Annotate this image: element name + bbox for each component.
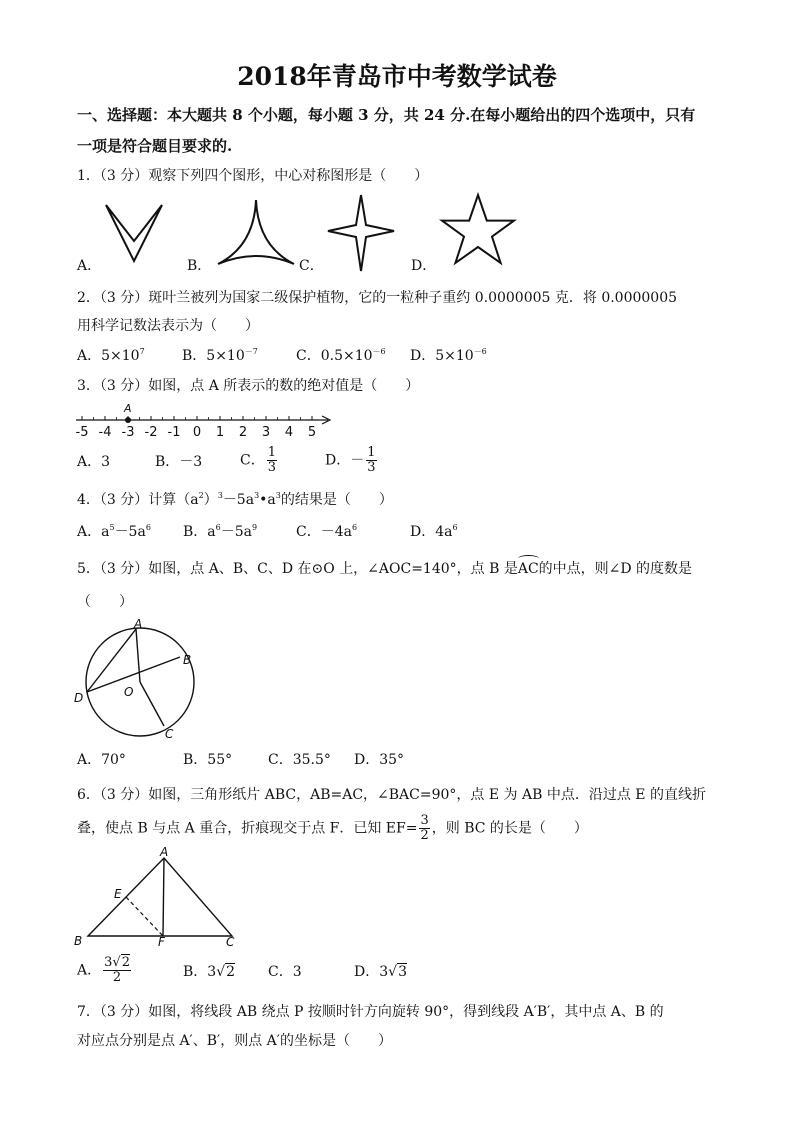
- q1-stem: 1．（3 分）观察下列四个图形，中心对称图形是（ ）: [77, 168, 429, 184]
- q4-option-c[interactable]: C．$-4a^6$: [296, 523, 358, 540]
- q1-option-a[interactable]: A．: [77, 258, 102, 274]
- q5-label-c: C: [165, 727, 174, 741]
- q3-option-a[interactable]: A．3: [77, 454, 111, 470]
- q5-option-b[interactable]: B．55°: [183, 752, 233, 768]
- q4-stem: 4．（3 分）计算$(a^2)^3-5a^3•a^3$的结果是（ ）: [77, 491, 393, 508]
- q5-stem: 5．（3 分）如图，点 A、B、C、D 在⊙O 上，∠AOC=140°，点 B 是AC的中点，则∠D 的度数是: [77, 561, 693, 577]
- q3-option-c[interactable]: C． $\frac{1}{3}$: [240, 445, 276, 475]
- q6-option-d[interactable]: D．3√3: [354, 964, 407, 980]
- q3-tick-label: 1: [215, 425, 225, 440]
- q5-label-a: A: [134, 617, 143, 631]
- section-heading-cont: 一项是符合题目要求的.: [77, 137, 233, 155]
- q6-label-b: B: [74, 934, 83, 948]
- q3-option-d[interactable]: D．－ $\frac{1}{3}$: [325, 445, 376, 475]
- q1-figure-c-four-point-star: [326, 193, 396, 273]
- q5-circle-figure: [74, 618, 214, 744]
- q1-option-d[interactable]: D．: [411, 258, 437, 274]
- q5-stem-cont: （ ）: [77, 594, 133, 610]
- q2-option-a[interactable]: A．$5\times 10^7$: [77, 347, 145, 364]
- q3-tick-label: -3: [121, 425, 135, 440]
- q2-stem-cont: 用科学记数法表示为（ ）: [77, 318, 259, 334]
- q1-option-b[interactable]: B．: [187, 258, 212, 274]
- q5-option-c[interactable]: C．35.5°: [268, 752, 331, 768]
- q1-figure-b-curved-triangle: [216, 198, 296, 268]
- q5-label-b: B: [183, 653, 192, 667]
- q6-option-c[interactable]: C．3: [268, 964, 302, 980]
- q7-stem: 7．（3 分）如图，将线段 AB 绕点 P 按顺时针方向旋转 90°，得到线段 A′B′，其中点 A、B 的: [77, 1004, 664, 1020]
- q6-option-b[interactable]: B．3√2: [183, 964, 236, 980]
- q3-tick-label: 0: [192, 425, 202, 440]
- q1-figure-d-five-point-star: [440, 193, 516, 267]
- q6-crease-ef: [126, 897, 163, 936]
- q2-option-c[interactable]: C．$0.5\times 10^{-6}$: [296, 347, 386, 364]
- q1-option-c[interactable]: C．: [299, 258, 324, 274]
- q3-tick-label: -1: [167, 425, 181, 440]
- q3-tick-label: -4: [98, 425, 112, 440]
- q5-option-d[interactable]: D．35°: [354, 752, 405, 768]
- q3-point-a-label: A: [124, 402, 132, 415]
- q6-stem: 6．（3 分）如图，三角形纸片 ABC，AB=AC，∠BAC=90°，点 E 为 AB 中点．沿过点 E 的直线折: [77, 787, 706, 803]
- q3-tick-label: 3: [261, 425, 271, 440]
- q6-triangle-abc: [88, 858, 232, 936]
- q3-tick-label: -5: [75, 425, 89, 440]
- q3-tick-label: -2: [144, 425, 158, 440]
- q5-label-o: O: [124, 685, 134, 699]
- q4-option-b[interactable]: B．$a^6-5a^9$: [183, 523, 258, 540]
- q2-option-b[interactable]: B．$5\times 10^{-7}$: [182, 347, 258, 364]
- q3-tick-label: 4: [284, 425, 294, 440]
- q3-point-a: [125, 417, 131, 423]
- q6-label-f: F: [158, 935, 165, 949]
- q6-stem-cont: 叠，使点 B 与点 A 重合，折痕现交于点 F．已知 EF= $\frac{3}{2}$ ，则 BC 的长是（ ）: [77, 813, 588, 843]
- q3-number-line: [76, 398, 336, 444]
- q5-label-d: D: [74, 691, 84, 705]
- page-title: 2018年青岛市中考数学试卷: [237, 62, 557, 91]
- q4-option-a[interactable]: A．$a^5-5a^6$: [77, 523, 151, 540]
- q1-figure-a-chevron: [104, 203, 164, 263]
- q6-triangle-figure: [74, 845, 244, 949]
- q3-tick-label: 2: [238, 425, 248, 440]
- q6-label-c: C: [226, 935, 235, 949]
- q6-label-e: E: [114, 887, 122, 901]
- section-heading: 一、选择题：本大题共 8 个小题，每小题 3 分，共 24 分.在每小题给出的四个选项中，只有: [77, 106, 696, 124]
- q6-label-a: A: [160, 845, 169, 859]
- q5-option-a[interactable]: A．70°: [77, 752, 126, 768]
- q3-option-b[interactable]: B．－3: [155, 454, 203, 470]
- q7-stem-cont: 对应点分别是点 A′、B′，则点 A′的坐标是（ ）: [77, 1033, 392, 1049]
- q5-arc-ac: AC: [517, 561, 539, 577]
- q6-option-a[interactable]: A． $\frac{3√2}{2}$: [77, 955, 130, 985]
- q3-stem: 3．（3 分）如图，点 A 所表示的数的绝对值是（ ）: [77, 378, 420, 394]
- q2-option-d[interactable]: D．$5\times 10^{-6}$: [410, 347, 487, 364]
- q4-option-d[interactable]: D．$4a^6$: [410, 523, 458, 540]
- q5-radius-oc: [140, 682, 164, 726]
- q3-tick-label: 5: [307, 425, 317, 440]
- q6-segment-af: [163, 858, 164, 936]
- q2-stem: 2．（3 分）斑叶兰被列为国家二级保护植物，它的一粒种子重约 0.0000005 克．将 0.0000005: [77, 290, 678, 306]
